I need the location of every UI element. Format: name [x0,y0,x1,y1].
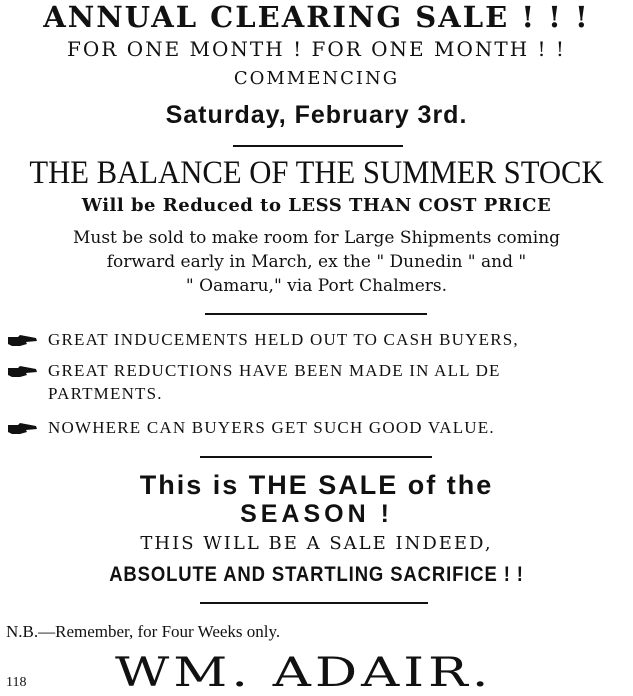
bullet-text: NOWHERE CAN BUYERS GET SUCH GOOD VALUE. [48,418,495,437]
bullet-reductions-continued [48,384,163,404]
stock-heading: THE BALANCE OF THE SUMMER STOCK [29,155,604,191]
bullet-text: GREAT INDUCEMENTS HELD OUT TO CASH BUYERS, [48,330,519,349]
pointing-hand-icon [6,364,40,380]
reference-number: 118 [6,675,27,690]
bullet-text: PARTMENTS. [48,384,163,403]
divider [200,456,432,458]
must-sell-line-2: forward early in March, ex the " Dunedin " and " [106,252,527,272]
headline: ANNUAL CLEARING SALE ! ! ! [43,0,590,34]
sacrifice-line: ABSOLUTE AND STARTLING SACRIFICE ! ! [109,563,524,586]
nb-note: N.B.—Remember, for Four Weeks only. [6,622,281,641]
season-line-2: SEASON ! [240,500,393,528]
must-sell-line-1: Must be sold to make room for Large Shipments coming [72,228,561,248]
pointing-hand-icon [6,421,40,437]
bullet-text: GREAT REDUCTIONS HAVE BEEN MADE IN ALL DE [48,361,501,380]
merchant-name: WM. ADAIR. [115,650,493,696]
bullet-good-value [6,418,495,438]
divider [233,145,403,147]
divider [200,602,428,604]
sale-date: Saturday, February 3rd. [165,101,468,129]
must-sell-line-3: " Oamaru," via Port Chalmers. [185,276,448,296]
indeed-line: THIS WILL BE A SALE INDEED, [140,533,493,554]
season-line-1: This is THE SALE of the [139,470,494,500]
subheading-commencing: COMMENCING [233,68,400,89]
bullet-reductions [6,361,501,381]
bullet-cash-buyers [6,330,519,350]
reduced-line: Will be Reduced to LESS THAN COST PRICE [81,195,552,216]
subheading-one-month: FOR ONE MONTH ! FOR ONE MONTH ! ! [67,37,566,61]
divider [205,313,427,315]
pointing-hand-icon [6,333,40,349]
